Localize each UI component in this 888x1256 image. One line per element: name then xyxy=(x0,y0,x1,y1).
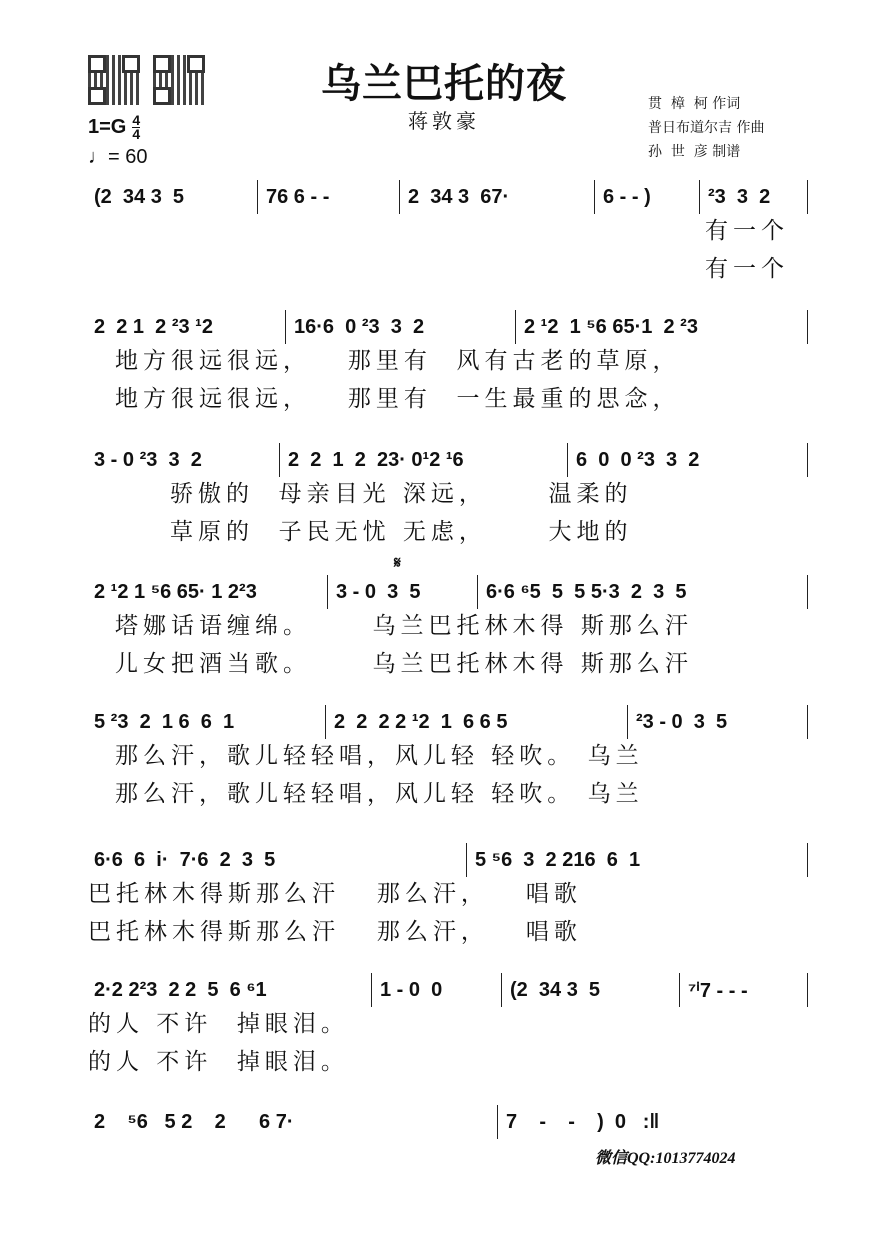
lyric-line: 的人 不许 掉眼泪。 xyxy=(88,1011,349,1037)
measure: 7 - - ) 0 :‖ xyxy=(506,1110,660,1133)
measure: 2 ¹2 1 ⁵6 65· 1 2²3 xyxy=(86,575,328,609)
time-signature xyxy=(132,114,140,141)
measure: 2 2 2 2 ¹2 1 6 6 5 xyxy=(326,705,628,739)
measure: 1 - 0 0 xyxy=(372,973,502,1007)
score-system xyxy=(86,310,808,344)
lyric-line: 有一个 xyxy=(705,218,789,244)
lyric-line: 巴托林木得斯那么汗 那么汗， 唱歌 xyxy=(88,881,582,907)
measure: 76 6 - - xyxy=(258,180,400,214)
measure: 2 2 1 2 ²3 ¹2 xyxy=(86,310,286,344)
lyric-line: 那么汗，歌儿轻轻唱，风儿轻 轻吹。 乌兰 xyxy=(115,781,644,807)
score-system xyxy=(86,705,808,739)
measure: 2 ⁵6 5 2 2 6 7· xyxy=(86,1105,498,1139)
song-title: 乌兰巴托的夜 xyxy=(321,60,567,107)
score-system xyxy=(86,973,808,1007)
score-system xyxy=(86,443,808,477)
score-system xyxy=(86,575,808,609)
measure: 16·6 0 ²3 3 2 xyxy=(286,310,516,344)
lyric-line: 的人 不许 掉眼泪。 xyxy=(88,1049,349,1075)
measure: ²3 - 0 3 5 xyxy=(628,705,808,739)
composer: 普日布道尔吉 作曲 xyxy=(648,120,765,136)
footer-contact: 微信QQ:1013774024 xyxy=(595,1150,736,1167)
credits xyxy=(648,92,764,164)
measure: ⁷ⁱ7 - - - xyxy=(680,973,808,1007)
measure: 6·6 6 i· 7·6 2 3 5 xyxy=(86,843,467,877)
measure: 2 34 3 67· xyxy=(400,180,595,214)
measure: (2 34 3 5 xyxy=(502,973,680,1007)
measure: 3 - 0 ²3 3 2 xyxy=(86,443,280,477)
lyricist: 贯 樟 柯 作词 xyxy=(648,96,741,112)
key-signature xyxy=(88,114,140,141)
lyric-line: 地方很远很远， 那里有 风有古老的草原， xyxy=(115,348,681,374)
score-system xyxy=(86,180,808,214)
tempo-marking: ♩= 60 xyxy=(88,146,148,168)
measure: 2 ¹2 1 ⁵6 65·1 2 ²3 xyxy=(516,310,808,344)
time-bottom: 4 xyxy=(132,126,141,142)
key: 1=G xyxy=(88,116,127,138)
lyric-line: 骄傲的 母亲目光 深远， 温柔的 xyxy=(170,481,633,507)
lyric-line: 有一个 xyxy=(705,256,789,282)
measure: 2·2 2²3 2 2 5 6 ⁶1 xyxy=(86,973,372,1007)
arranger: 孙 世 彦 制谱 xyxy=(648,144,741,160)
lyric-line: 儿女把酒当歌。 乌兰巴托林木得 斯那么汗 xyxy=(115,651,693,677)
score-system xyxy=(86,843,808,877)
measure: 6·6 ⁶5 5 5 5·3 2 3 5 xyxy=(478,575,808,609)
measure: 6 - - ) xyxy=(595,180,700,214)
measure: 2 2 1 2 23· 0¹2 ¹6 xyxy=(280,443,568,477)
score-system xyxy=(86,1105,808,1139)
lyric-line: 地方很远很远， 那里有 一生最重的思念， xyxy=(115,386,681,412)
measure: ²3 3 2 xyxy=(700,180,808,214)
segno-sign: 𝄋 xyxy=(394,555,401,572)
lyric-line: 巴托林木得斯那么汗 那么汗， 唱歌 xyxy=(88,919,582,945)
singer-name: 蒋敦豪 xyxy=(408,109,480,133)
lyric-line: 塔娜话语缠绵。 乌兰巴托林木得 斯那么汗 xyxy=(115,613,693,639)
measure: 6 0 0 ²3 3 2 xyxy=(568,443,808,477)
measure: 3 - 0 3 5 xyxy=(328,575,478,609)
time-top: 4 xyxy=(132,112,141,128)
lyric-line: 草原的 子民无忧 无虑， 大地的 xyxy=(170,519,633,545)
measure: 5 ²3 2 1 6 6 1 xyxy=(86,705,326,739)
measure: (2 34 3 5 xyxy=(86,180,258,214)
lyric-line: 那么汗，歌儿轻轻唱，风儿轻 轻吹。 乌兰 xyxy=(115,743,644,769)
measure: 5 ⁵6 3 2 216 6 1 xyxy=(467,843,808,877)
